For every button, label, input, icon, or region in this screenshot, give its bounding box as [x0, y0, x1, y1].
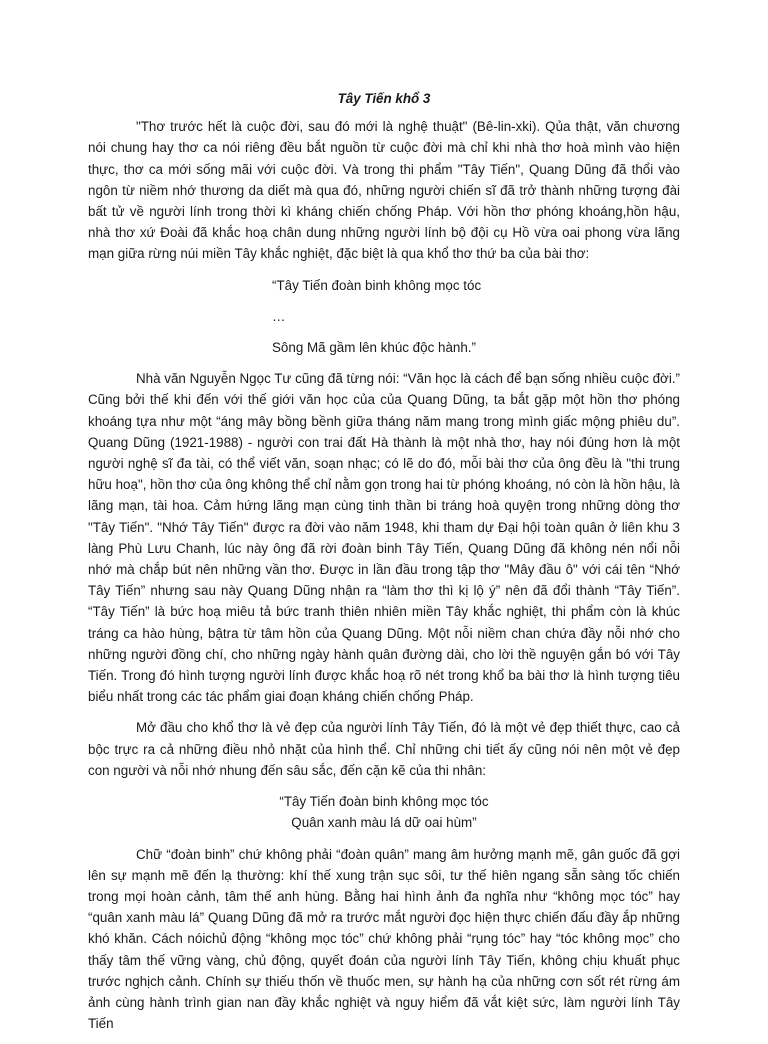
document-page: [88, 88, 680, 1044]
document-title: Tây Tiến khổ 3: [337, 91, 431, 106]
verse-line: Quân xanh màu lá dữ oai hùm”: [291, 815, 477, 831]
paragraph-author-context: Nhà văn Nguyễn Ngọc Tư cũng đã từng nói: “Văn học là cách để bạn sống nhiều cuộc đời.” Cũng bởi thế khi đến với thế giới văn học của của Quang Dũng, ta bắt gặp một hồn thơ phóng khoáng tựa như một “áng mây bồng bềnh giữa tháng năm mang trong mình giấc mộng phiêu du”. Quang Dũng (1921-1988) - người con trai đất Hà thành là một nhà thơ, hay nói đúng hơn là một người nghệ sĩ đa tài, có thể viết văn, soạn nhạc; có lẽ do đó, mỗi bài thơ của ông đều là "thi trung hữu hoạ", hồn thơ của ông không thể chỉ nằm gọn trong hai từ phóng khoáng, nó còn là hồn hậu, là lãng mạn, tài hoa. Cảm hứng lãng mạn cùng tinh thần bi tráng hoà quyện trong những dòng thơ "Tây Tiến". "Nhớ Tây Tiến" được ra đời vào năm 1948, khi tham dự Đại hội toàn quân ở liên khu 3 làng Phù Lưu Chanh, lúc này ông đã rời đoàn binh Tây Tiến, Quang Dũng đã không nén nổi nỗi nhớ mà chắp bút nên những vần thơ. Được in lần đầu trong tập thơ "Mây đầu ô" với cái tên “Nhớ Tây Tiến” nhưng sau này Quang Dũng nhận ra “làm thơ thì kị lộ ý” nên đã đổi thành “Tây Tiến”. “Tây Tiến” là bức hoạ miêu tả bức tranh thiên nhiên miền Tây khắc nghiệt, thi phẩm còn là khúc tráng ca hào hùng, bậtra từ tâm hồn của Quang Dũng. Một nỗi niềm chan chứa đầy nỗi nhớ cho những người đồng chí, cho những ngày hành quân đường dài, cho lời thề nguyện gắn bó với Tây Tiến. Trong đó hình tượng người lính được khắc hoạ rõ nét trong khổ ba bài thơ là hình tượng tiêu biểu nhất trong các tác phẩm giai đoạn kháng chiến chống Pháp.: [88, 371, 680, 705]
verse-excerpt-2: [88, 791, 680, 833]
verse-excerpt-1: [88, 275, 680, 359]
verse-ellipsis: …: [272, 308, 286, 324]
paragraph-stanza-intro: Mở đầu cho khổ thơ là vẻ đẹp của người lính Tây Tiến, đó là một vẻ đẹp thiết thực, cao cả bộc trực ra cả những điều nhỏ nhặt của hình thể. Chỉ những chi tiết ấy cũng nói nên một vẻ đẹp con người và nỗi nhớ nhung đến sâu sắc, đến cặn kẽ của thi nhân:: [88, 720, 680, 778]
verse-line: “Tây Tiến đoàn binh không mọc tóc: [279, 794, 489, 810]
paragraph-intro: "Thơ trước hết là cuộc đời, sau đó mới là nghệ thuật" (Bê-lin-xki). Qủa thật, văn chương nói chung hay thơ ca nói riêng đều bắt nguồn từ cuộc đời mà chỉ khi nhà thơ hoà mình vào hiện thực, thơ ca mới sống mãi với cuộc đời. Và trong thi phẩm "Tây Tiến", Quang Dũng đã thổi vào ngôn từ niềm nhớ thương da diết mà qua đó, những người chiến sĩ đã trở thành những tượng đài bất tử về người lính trong thời kì kháng chiến chống Pháp. Với hồn thơ phóng khoáng,hồn hậu, nhà thơ xứ Đoài đã khắc hoạ chân dung những người lính bộ đội cụ Hồ vừa oai phong vừa lãng mạn giữa rừng núi miền Tây khắc nghiệt, đặc biệt là qua khổ thơ thứ ba của bài thơ:: [88, 119, 680, 262]
paragraph-analysis: Chữ “đoàn binh” chứ không phải “đoàn quân” mang âm hưởng mạnh mẽ, gân guốc đã gợi lên sự mạnh mẽ đến lạ thường: khí thế xung trận sục sôi, tư thế hiên ngang sẵn sàng tốc chiến trong mọi hoàn cảnh, tâm thế anh hùng. Bằng hai hình ảnh đa nghĩa như “không mọc tóc” hay “quân xanh màu lá” Quang Dũng đã mở ra trước mắt người đọc hiện thực chiến đấu đầy ắp những khó khăn. Cách nóichủ động “không mọc tóc” chứ không phải “rụng tóc” hay “tóc không mọc” cho thấy tâm thế vững vàng, chủ động, quyết đoán của người lính Tây Tiến, không chịu khuất phục trước nghịch cảnh. Chính sự thiếu thốn về thuốc men, sự hành hạ của những cơn sốt rét rừng ám ảnh cùng hành trình gian nan đầy khắc nghiệt và nguy hiểm đã vắt kiệt sức, làm người lính Tây Tiến: [88, 846, 680, 1032]
verse-line: Sông Mã gầm lên khúc độc hành.”: [272, 340, 476, 356]
verse-line: “Tây Tiến đoàn binh không mọc tóc: [272, 277, 482, 293]
